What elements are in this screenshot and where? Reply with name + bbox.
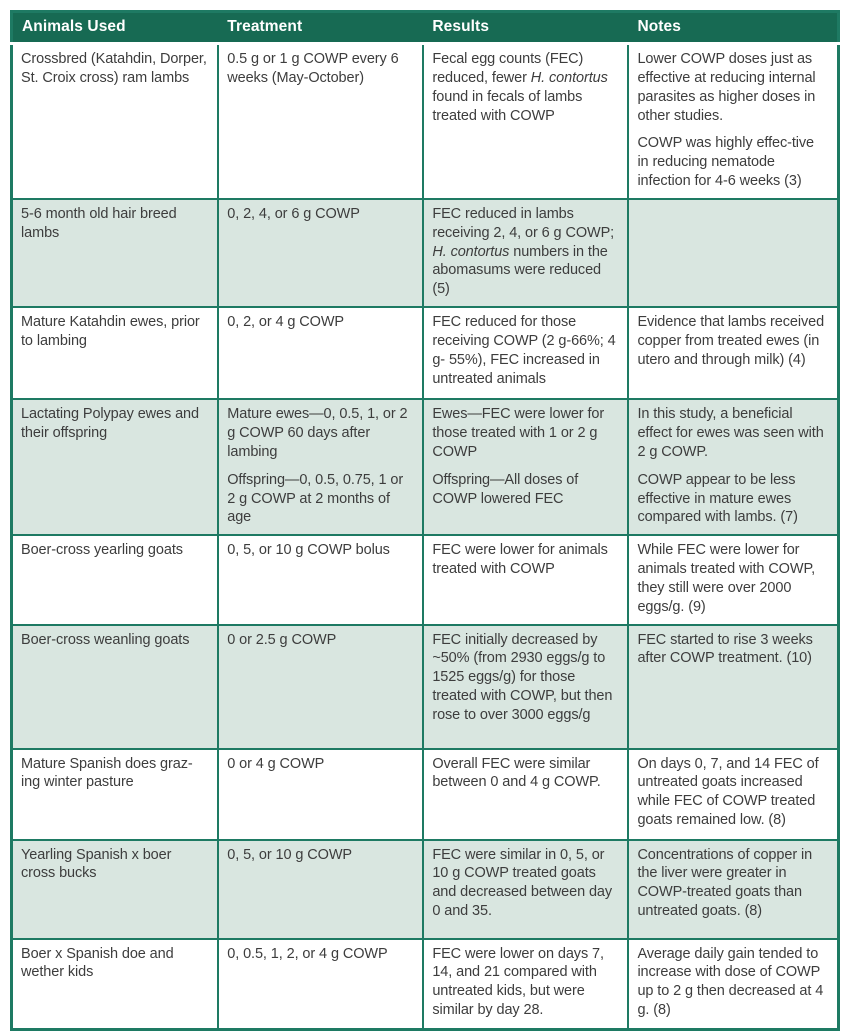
table-row: [12, 44, 839, 199]
cell-treatment: 0, 0.5, 1, 2, or 4 g COWP: [218, 939, 423, 1030]
cell-results: Ewes—FEC were lower for those treated with 1 or 2 g COWP Offspring—All doses of COWP lowered FEC: [423, 399, 628, 535]
cell-animals: Mature Spanish does graz-ing winter pasture: [12, 749, 219, 840]
cell-treatment: 0 or 4 g COWP: [218, 749, 423, 840]
table-row: [12, 535, 839, 624]
cell-results: FEC were similar in 0, 5, or 10 g COWP treated goats and decreased between day 0 and 35.: [423, 840, 628, 939]
cell-treatment: 0, 2, 4, or 6 g COWP: [218, 199, 423, 307]
cell-animals: Yearling Spanish x boer cross bucks: [12, 840, 219, 939]
table-row: [12, 939, 839, 1030]
cell-treatment: 0, 5, or 10 g COWP bolus: [218, 535, 423, 624]
cell-results: FEC were lower on days 7, 14, and 21 compared with untreated kids, but were similar by day 28.: [423, 939, 628, 1030]
column-header-notes: Notes: [628, 12, 838, 44]
cell-results: FEC were lower for animals treated with COWP: [423, 535, 628, 624]
cell-animals: Boer x Spanish doe and wether kids: [12, 939, 219, 1030]
table-row: [12, 399, 839, 535]
cell-animals: Crossbred (Katahdin, Dorper, St. Croix cross) ram lambs: [12, 44, 219, 199]
cell-notes: While FEC were lower for animals treated with COWP, they still were over 2000 eggs/g. (9): [628, 535, 838, 624]
cell-animals: Mature Katahdin ewes, prior to lambing: [12, 307, 219, 399]
cell-notes: [628, 199, 838, 307]
cell-treatment: 0, 2, or 4 g COWP: [218, 307, 423, 399]
cowp-study-table: [10, 10, 840, 1031]
column-header-animals-used: Animals Used: [12, 12, 219, 44]
cell-results: Overall FEC were similar between 0 and 4 g COWP.: [423, 749, 628, 840]
cell-notes: Concentrations of copper in the liver were greater in COWP-treated goats than untreated goats. (8): [628, 840, 838, 939]
cell-animals: Boer-cross yearling goats: [12, 535, 219, 624]
cell-animals: Lactating Polypay ewes and their offspring: [12, 399, 219, 535]
table-row: [12, 749, 839, 840]
table-row: [12, 625, 839, 749]
cell-treatment: 0 or 2.5 g COWP: [218, 625, 423, 749]
table-body: [12, 44, 839, 1030]
cell-notes: Lower COWP doses just as effective at reducing internal parasites as higher doses in other studies. COWP was highly effec-tive in reducing nematode infection for 4-6 weeks (3): [628, 44, 838, 199]
cell-treatment: Mature ewes—0, 0.5, 1, or 2 g COWP 60 days after lambing Offspring—0, 0.5, 0.75, 1 or 2 g COWP at 2 months of age: [218, 399, 423, 535]
cell-notes: On days 0, 7, and 14 FEC of untreated goats increased while FEC of COWP treated goats remained low. (8): [628, 749, 838, 840]
cowp-study-table-container: [10, 10, 840, 1031]
table-row: [12, 199, 839, 307]
cell-animals: 5-6 month old hair breed lambs: [12, 199, 219, 307]
cell-notes: In this study, a beneficial effect for ewes was seen with 2 g COWP. COWP appear to be less effective in mature ewes compared with lambs. (7): [628, 399, 838, 535]
table-header-row: [12, 12, 839, 44]
cell-results: FEC reduced in lambs receiving 2, 4, or 6 g COWP; H. contortus numbers in the abomasums were reduced (5): [423, 199, 628, 307]
cell-treatment: 0.5 g or 1 g COWP every 6 weeks (May-October): [218, 44, 423, 199]
table-row: [12, 840, 839, 939]
cell-results: FEC initially decreased by ~50% (from 2930 eggs/g to 1525 eggs/g) for those treated with COWP, but then rose to over 3000 eggs/g: [423, 625, 628, 749]
cell-results: FEC reduced for those receiving COWP (2 g-66%; 4 g- 55%), FEC increased in untreated animals: [423, 307, 628, 399]
cell-animals: Boer-cross weanling goats: [12, 625, 219, 749]
table-row: [12, 307, 839, 399]
cell-notes: FEC started to rise 3 weeks after COWP treatment. (10): [628, 625, 838, 749]
cell-notes: Evidence that lambs received copper from treated ewes (in utero and through milk) (4): [628, 307, 838, 399]
column-header-results: Results: [423, 12, 628, 44]
cell-results: Fecal egg counts (FEC) reduced, fewer H. contortus found in fecals of lambs treated with COWP: [423, 44, 628, 199]
column-header-treatment: Treatment: [218, 12, 423, 44]
cell-notes: Average daily gain tended to increase with dose of COWP up to 2 g then decreased at 4 g. (8): [628, 939, 838, 1030]
cell-treatment: 0, 5, or 10 g COWP: [218, 840, 423, 939]
